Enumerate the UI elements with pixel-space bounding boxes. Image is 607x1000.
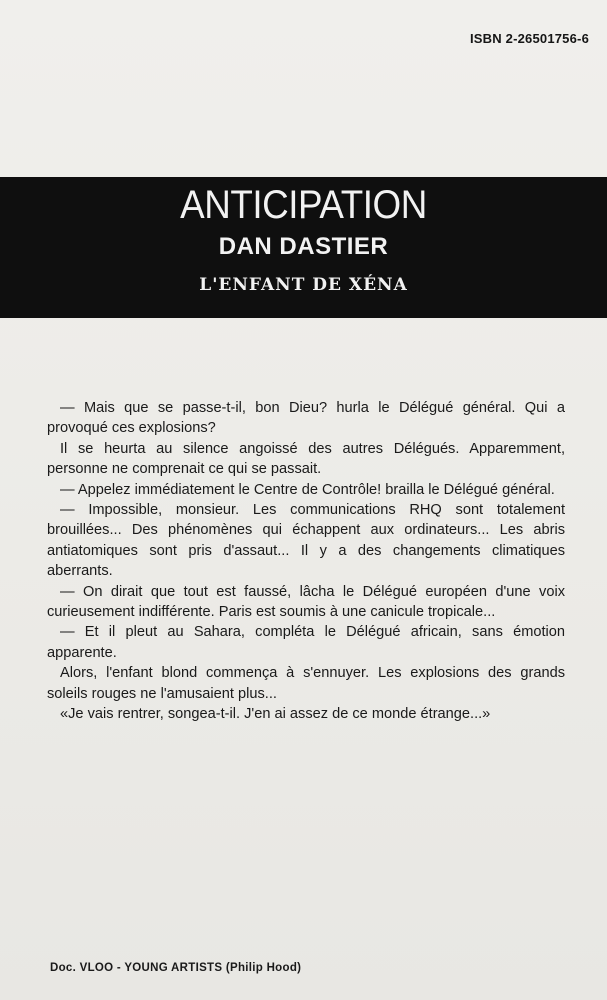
blurb-paragraph: — On dirait que tout est faussé, lâcha le Délégué européen d'une voix curieusement indifférente. Paris est soumis à une canicule tropicale... xyxy=(47,583,565,621)
blurb-paragraph: — Mais que se passe-t-il, bon Dieu? hurla le Délégué général. Qui a provoqué ces explosions? xyxy=(47,400,565,437)
title-band xyxy=(0,177,607,318)
series-name: ANTICIPATION xyxy=(180,183,427,227)
author-name: DAN DASTIER xyxy=(218,233,389,260)
blurb-paragraph: Alors, l'enfant blond commença à s'ennuyer. Les explosions des grands soleils rouges ne l'amusaient plus... xyxy=(47,665,565,702)
blurb-paragraph: Il se heurta au silence angoissé des autres Délégués. Apparemment, personne ne comprenait ce qui se passait. xyxy=(47,440,565,478)
blurb-text xyxy=(47,398,565,725)
book-title: L'ENFANT DE XÉNA xyxy=(199,275,408,295)
blurb-paragraph: — Et il pleut au Sahara, compléta le Délégué africain, sans émotion apparente. xyxy=(47,624,565,661)
isbn-number: ISBN 2-26501756-6 xyxy=(469,31,589,46)
illustration-credit: Doc. VLOO - YOUNG ARTISTS (Philip Hood) xyxy=(50,962,302,974)
blurb-paragraph: — Impossible, monsieur. Les communications RHQ sont totalement brouillées... Des phénomènes qui échappent aux ordinateurs... Les abris antiatomiques sont pris d'assaut... Il y a des changements climatiques aberrants. xyxy=(47,502,565,580)
blurb-paragraph: «Je vais rentrer, songea-t-il. J'en ai assez de ce monde étrange...» xyxy=(60,706,491,723)
blurb-paragraph: — Appelez immédiatement le Centre de Contrôle! brailla le Délégué général. xyxy=(60,481,555,498)
